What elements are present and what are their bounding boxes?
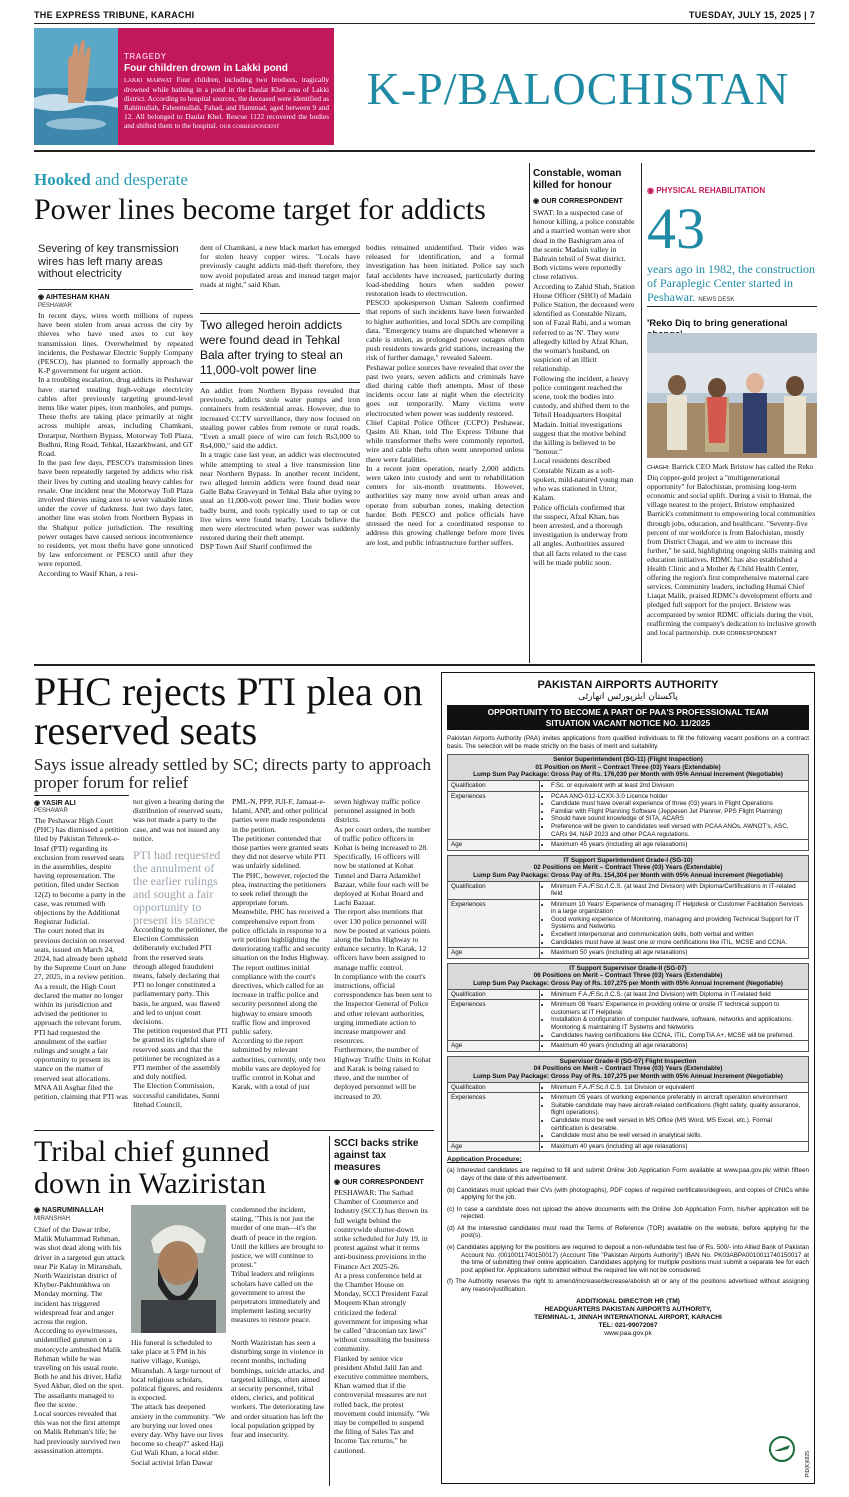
constable-credit-text: OUR CORRESPONDENT [541, 198, 623, 205]
power-pullquote: Two alleged heroin addicts were found dead in Tehkal Bala after trying to steal an 11,000-volt power line [200, 318, 343, 377]
ad-bullet: • Excellent interpersonal and communication skills, both verbal and written [551, 931, 805, 939]
tribal-author-name: NASRUMINALLAH [42, 1207, 104, 1214]
physical-text [647, 262, 817, 307]
ad-procedure-item: (c) In case a candidate does not upload the above documents with the Online Job Application Form, his/her application will be rejected. [447, 1205, 809, 1221]
ad-bullet: • Maximum 45 years (including all age relaxations) [551, 841, 805, 849]
ad-row-qual [448, 1082, 809, 1093]
ad-bullet: • Installation & configuration of computer hardware, software, networks and applications. Monitoring & maintaining IT Systems and Networks [551, 1016, 805, 1031]
phc-col3: PML-N, PPP, JUI-F, Jamaat-e-Islami, ANP, and other political parties were made respondents in the petition. The petitioner contended that those parties were granted seats they did not deserve while PTI was unfairly sidelined. The PHC, however, rejected the plea, instructing the petitioners to seek relief through the appropriate forum. Meanwhile, PHC has received a comprehensive report from police officials in response to a writ petition highlighting the deteriorating traffic and security situation on the Indus Highway. The report outlines initial compliance with the court's directives, which called for an increase in traffic police and security personnel along the highway to ensure smooth traffic flow and improved public safety. According to the report submitted by relevant authorities, currently, only two mobile vans are deployed for traffic control in Kohat and Karak, with a total of just [232, 797, 330, 1092]
ad-position-table [447, 1082, 809, 1153]
ad-row-label: Age [448, 948, 540, 959]
ad-position-header-line: 04 Positions on Merit – Contract Three (03) Years (Extendable) [533, 1065, 723, 1073]
page-date: TUESDAY, JULY 15, 2025 | 7 [688, 10, 815, 20]
ad-position-table [447, 881, 809, 959]
tribal-col1: Chief of the Dawar tribe, Malik Muhammad Rehman, was shot dead along with his driver in a targeted gun attack near Pir Kalay in Miranshah, North Waziristan district of Khyber-Pakhtunkhwa on Monday morning. The incident has triggered widespread fear and anger across the region. According to eyewitnesses, unidentified gunmen on a motorcycle ambushed Malik Rehman while he was traveling on his usual route. Both he and his driver, Hafiz Syed Akbar, died on the spot. The assailants managed to flee the scene. Local sources revealed that this was not the first attempt on Malik Rehman's life; he had previously survived two assassination attempts. [34, 1225, 125, 1455]
ad-bullet: • Candidates having certifications like CCNA, ITIL, CompTIA A+, MCSE will be preferred. [551, 1032, 805, 1040]
phc-col4: seven highway traffic police personnel assigned in both districts. As per court orders, the number of traffic police officers in Kohat is being increased to 28. Specifically, 16 officers will now be stationed at Kohat Tunnel and Darra Adamkhel Bazaar, while four each will be deployed at Kohat Board and Lachi Bazaar. The report also mentions that over 130 police personnel will now be posted at various points along the Indus Highway to enhance security. In Karak, 12 officers have been assigned to manage traffic control. In compliance with the court's instructions, official correspondence has been sent to the Inspector General of Police and other relevant authorities, urging immediate action to increase manpower and resources. Furthermore, the number of Highway Traffic Units in Kohat and Karak is being raised to three, and the number of deployed personnel will be increased to 20. [334, 797, 432, 1101]
ad-bullet: • Candidate must be well versed in MS Office (MS Word, MS Excel, etc.). Formal certification is desirable. [551, 1117, 805, 1132]
ad-row-value [540, 1082, 809, 1093]
paa-logo-icon [768, 1435, 796, 1463]
ad-row-label: Qualification [448, 780, 540, 791]
ad-bullet: • Maximum 40 years (including all age relaxations) [551, 1042, 805, 1050]
phc-author: ◉ YASIR ALI [34, 800, 76, 807]
ad-row-label: Age [448, 1141, 540, 1152]
ad-position-1 [447, 754, 809, 851]
ad-procedure [447, 1167, 809, 1293]
ad-position-header [447, 1056, 809, 1082]
tragedy-box [34, 28, 334, 145]
power-col1: In recent days, wires worth millions of rupees have been stolen from areas across the city by thieves who have used axes to cut key transmission lines. Overwhelmed by repeated incidents, the Peshawar Electric Supply Company (PESCO), has planned to formally approach the K-P government for urgent action. In a troubling escalation, drug addicts in Peshawar have started stealing high-voltage electricity cables after previously targeting ground-level items like water pipes, iron manholes, and pumps. These thefts are taking place primarily at night across multiple areas, including Chamkani, Dorarpur, Northern Bypass, Motorway Toll Plaza, Budhni, Ring Road, Tehkal, Hazarkhwani, and GT Road. In the past few days, PESCO's transmission lines have been repeatedly targeted by addicts who risk their lives by cutting and stealing heavy cables for resale. One incident near the Motorway Toll Plaza involved thieves using axes to sever valuable lines under the cover of darkness. Just two days later, another line was stolen from Northern Bypass in the Shahpur police jurisdiction. The resulting power outages have caused serious inconvenience to residents, yet most thefts have gone unnoticed by law enforcement or PESCO until after they were reported. According to Wasif Khan, a resi- [38, 311, 193, 578]
tribal-col3a: condemned the incident, stating, "This is not just the murder of one man—it's the death of peace in the region. Until the killers are brought to justice, we will continue to protest." Tribal leaders and religious scholars have called on the government to arrest the perpetrators immediately and implement lasting security measures to restore peace. [231, 1205, 324, 1325]
reko-text: Barrick CEO Mark Bristow has called the Reko Diq copper-gold project a "multigenerational opportunity" for Balochistan, promising long-term economic and social uplift. During a visit to Humai, the village nearest to the project, Bristow emphasized Barrick's commitment to empowering local communities through jobs, education, and healthcare. "Seventy-five percent of our workforce is from Balochistan, mostly from District Chagai, and we aim to increase this further," he said, highlighting ongoing skills training and education initiatives. RDMC has also established a Health Clinic and a Mother & Child Health Center, offering the region's first comprehensive maternal care services. Community leaders, including Humai Chief Liaqat Malik, praised RDMC's development efforts and pledged full support for the project. Bristow was accompanied by senior RDMC officials during the visit, reaffirming the company's dedication to inclusive growth and local partnership. [647, 462, 817, 637]
ad-row-value [540, 1000, 809, 1041]
date-text: TUESDAY, JULY 15, 2025 [688, 10, 802, 20]
ad-row-value [540, 791, 809, 840]
constable-credit: ◉ OUR CORRESPONDENT [533, 198, 623, 205]
phc-pullquote: PTI had requested the annulment of the earlier rulings and sought a fair opportunity to present its stance [133, 848, 221, 927]
ad-position-header-line: 02 Positions on Merit – Contract Three (03) Years (Extendable) [533, 864, 723, 872]
power-author: ◉ AIHTESHAM KHAN [38, 294, 110, 301]
ad-row-label: Age [448, 840, 540, 851]
tribal-dateline: MIRANSHAH [34, 1216, 71, 1222]
ad-row-label: Qualification [448, 1082, 540, 1093]
ad-row-qual [448, 989, 809, 1000]
ad-procedure-title: Application Procedure: [447, 1156, 522, 1164]
ad-position-header-line: Lump Sum Pay Package: Gross Pay of Rs. 154,304 per Month with 05% Annual Increment (Negotiable) [473, 871, 783, 879]
ad-position-header [447, 963, 809, 989]
ad-row-qual [448, 780, 809, 791]
ad-code: PID(K)6925 [805, 1450, 811, 1477]
paa-advertisement [441, 672, 815, 1484]
ad-row-value [540, 780, 809, 791]
ad-row-label: Experiences [448, 1000, 540, 1041]
ad-procedure-item: (b) Candidates must upload their CVs (with photographs), PDF copies of required certificates/degrees, and copies of CNICs while applying for the job. [447, 1186, 809, 1202]
scci-body: PESHAWAR: The Sarhad Chamber of Commerce and Industry (SCCI) has thrown its full weight behind the countrywide shutter-down strike scheduled for July 19, in protest against what it terms anti-business provisions in the Finance Act 2025-26. At a press conference held at the Chamber House on Monday, SCCI President Fazal Moqeem Khan strongly criticized the federal government for imposing what he called "draconian tax laws" without consulting the business community. Flanked by senior vice president Abdul Jalil Jan and executive committee members, Khan warned that if the controversial measures are not rolled back, the protest movement could intensify. "We may be compelled to suspend the filing of Sales Tax and Income Tax returns," he cautioned. [334, 1188, 430, 1455]
ad-row-exp [448, 1000, 809, 1041]
ad-position-header-line: IT Support Superintendent Grade-I (SG-10) [563, 856, 693, 864]
newspaper-name: THE EXPRESS TRIBUNE, KARACHI [34, 10, 195, 20]
ad-position-header-line: Senior Superintendent (SG-11) (Flight Inspection) [553, 756, 703, 764]
ad-footer1: ADDITIONAL DIRECTOR HR (TM) [576, 1297, 680, 1305]
ad-intro: Pakistan Airports Authority (PAA) invites applications from qualified individuals to fill the following vacant positions on a contract basis. The selection will be made strictly on the basis of merit and suitability. [447, 735, 809, 750]
ad-bullet: • Minimum F.A./F.Sc./I.C.S. (at least 2nd Division) with Diploma/Certifications in IT-related field [551, 883, 805, 898]
ad-org: PAKISTAN AIRPORTS AUTHORITY [537, 679, 719, 691]
power-col2a: dent of Chamkani, a new black market has emerged for stolen heavy copper wires. "Locals have previously caught addicts mid-theft therefore, they now avoid populated areas and instead target major roads at night," said Khan. [200, 243, 360, 289]
ad-position-header-line: Lump Sum Pay Package: Gross Pay of Rs. 107,275 per Month with 05% Annual Increment (Negotiable) [473, 1072, 783, 1080]
ad-bullet: • Minimum 05 years of working experience preferably in aircraft operation environment [551, 1094, 805, 1102]
ad-title-bar [447, 705, 809, 730]
tragedy-credit: OUR CORRESPONDENT [219, 123, 280, 130]
reko-headline: 'Reko Diq to bring generational [647, 318, 788, 329]
ad-bullet: • Minimum F.A./F.Sc./I.C.S. 1st Division or equivalent [551, 1084, 805, 1092]
kicker-a: Hooked [34, 170, 91, 189]
phc-col2a: not given a hearing during the distribution of reserved seats, was not made a party to the case, and was not issued any notice. [133, 797, 225, 843]
ad-position-table [447, 780, 809, 851]
ad-row-exp [448, 791, 809, 840]
ad-bullet: • Should have sound knowledge of SITA, ACARS [551, 815, 805, 823]
phc-col1: The Peshawar High Court (PHC) has dismissed a petition filed by Pakistan Tehreek-e-Insaf (PTI) regarding its exclusion from reserved seats in the assemblies, despite having representation. The petition, filed under Section 12(2) to become a party in the case, was returned with objections by the Additional Registrar Judicial. The court noted that its previous decision on reserved seats, issued on March 24, 2024, had already been upheld by the Supreme Court on June 27, 2025, in a review petition. As a result, the High Court declared the matter no longer within its jurisdiction and advised the petitioner to approach the relevant forum. PTI had requested the annulment of the earlier rulings and sought a fair opportunity to present its stance on the matter of reserved seat allocations. MNA Ali Asghar filed the petition, claiming that PTI was [34, 816, 129, 1102]
ad-org-urdu: پاکستان ایئرپورٹس اتھارٹی [578, 692, 678, 702]
ad-row-value [540, 840, 809, 851]
phc-author-name: YASIR ALI [41, 800, 76, 807]
ad-procedure-item: (a) Interested candidates are required to fill and submit Online Job Application Form available at www.paa.gov.pk/ within fifteen days of the date of this advertisement. [447, 1167, 809, 1182]
ad-title1: OPPORTUNITY TO BECOME A PART OF PAA'S PROFESSIONAL TEAM [487, 707, 769, 717]
power-kicker [34, 170, 188, 190]
page-number: 7 [809, 10, 815, 20]
ad-bullet: • Minimum 08 Years' Experience in providing online or onsite IT technical support to customers at IT Helpdesk [551, 1001, 805, 1016]
ad-row-age [448, 948, 809, 959]
ad-footer [447, 1298, 809, 1338]
ad-row-qual [448, 881, 809, 899]
power-headline: Power lines become target for addicts [34, 193, 486, 226]
tribal-chief-photo [131, 1205, 226, 1333]
ad-bullet: • Candidate must have overall experience of three (03) years in Flight Operations [551, 800, 805, 808]
ad-row-label: Qualification [448, 881, 540, 899]
ad-position-header-line: Lump Sum Pay Package: Gross Pay of Rs. 176,030 per Month with 05% Annual Increment (Negotiable) [473, 771, 783, 779]
power-standfirst: Severing of key transmission wires has left many areas without electricity [38, 243, 179, 280]
scci-headline: SCCI backs strike against tax measures [334, 1138, 419, 1173]
ad-row-value [540, 989, 809, 1000]
ad-row-value [540, 899, 809, 948]
ad-row-value [540, 1041, 809, 1052]
phc-headline: PHC rejects PTI plea on reserved seats [34, 669, 423, 753]
ad-footer4: TEL: 021-99072067 [598, 1321, 658, 1329]
reko-dateline: CHAGHI: [647, 465, 670, 471]
tribal-author: ◉ NASRUMINALLAH [34, 1207, 104, 1214]
ad-bullet: • Familiar with Flight Planning Software (Jeppesen Jet Planner, PPS Flight Planning) [551, 808, 805, 816]
reko-credit: OUR CORRESPONDENT [712, 630, 777, 637]
ad-footer3: TERMINAL-1, JINNAH INTERNATIONAL AIRPORT, KARACHI [534, 1313, 722, 1321]
tribal-col3b: North Waziristan has seen a disturbing surge in violence in recent months, including bombings, suicide attacks, and targeted killings, often aimed at security personnel, tribal elders, clerics, and political workers. The deteriorating law and order situation has left the local population gripped by fear and insecurity. [231, 1338, 325, 1440]
ad-row-label: Qualification [448, 989, 540, 1000]
tragedy-kicker: TRAGEDY [124, 52, 167, 61]
ad-row-age [448, 840, 809, 851]
ad-position-header-line: IT Support Supervisor Grade-II (SG-07) [569, 964, 687, 972]
ad-bullet: • Maximum 40 years (including all age relaxations) [551, 1143, 805, 1151]
ad-row-label: Age [448, 1041, 540, 1052]
tragedy-text: Four children, including two brothers, tragically drowned while bathing in a pond in the Daulat Khel area of Lakki district. According to hospital sources, the deceased were identified as Rahimullah, Faheemullah, Fahad, and Hammad, aged between 9 and 12. All belonged to Daulat Khel. Rescue 1122 recovered the bodies and shifted them to the hospital. [124, 75, 329, 130]
phc-col2b: According to the petitioner, the Election Commission deliberately excluded PTI from the reserved seats through alleged fraudulent means, falsely declaring that PTI no longer constituted a parliamentary party. This basis, he argued, was flawed and led to unjust court decisions. The petition requested that PTI be granted its rightful share of reserved seats and that the petitioner be recognized as a PTI member of the assembly and duly notified. The Election Commission, successful candidates, Sunni Ittehad Council, [133, 925, 228, 1109]
ad-position-4 [447, 1056, 809, 1153]
scci-credit: ◉ OUR CORRESPONDENT [334, 1179, 424, 1186]
ad-row-age [448, 1141, 809, 1152]
ad-bullet: • Minimum F.A./F.Sc./I.C.S. (at least 2nd Division) with Diploma in IT-related field [551, 991, 805, 999]
ad-bullet: • Maximum 50 years (including all age relaxations) [551, 949, 805, 957]
physical-kicker-text: PHYSICAL REHABILITATION [656, 186, 766, 195]
ad-procedure-item: (e) Candidates applying for the positions are required to deposit a non-refundable test fee of Rs. 500/- into Allied Bank of Pakistan Account No. (0010011740150017) (Account Title "Pakistan Airports Authority") IBAN No. PK03ABPA0010011740150017 at the time of submitting their online application. Candidates applying for multiple positions must submit a separate fee for each post applied for. Applications submitted without the required fee will not be considered. [447, 1244, 809, 1274]
physical-text-body: years ago in 1982, the construction of Paraplegic Center started in Peshawar. [647, 262, 815, 304]
reko-body [647, 462, 817, 639]
phc-sub: Says issue already settled by SC; directs party to approach proper forum for relief [34, 755, 432, 792]
ad-row-value [540, 881, 809, 899]
physical-credit: NEWS DESK [698, 297, 735, 303]
ad-title2: SITUATION VACANT NOTICE NO. 11/2025 [545, 717, 711, 728]
ad-positions [447, 754, 809, 1152]
constable-body: SWAT: In a suspected case of honour killing, a police constable and a married woman were shot dead in the Bashigram area of the scenic Madain valley in Bahrain tehsil of Swat district. Both victims were reportedly close relatives. According to Zahid Shah, Station House Officer (SHO) of Madain Police Station, the deceased were identified as Constable Nizam, son of Fazal Rabi, and a woman referred to as 'N'. They were allegedly killed by Afzal Khan, the woman's husband, on suspicion of an illicit relationship. Following the incident, a heavy police contingent reached the scene, took the bodies into custody, and shifted them to the Tehsil Headquarters Hospital Madain. Initial investigations suggest that the motive behind the killing is believed to be "honour." Local residents described Constable Nizam as a soft-spoken, mild-natured young man who was stationed in Utror, Kalam. Police officials confirmed that the suspect, Afzal Khan, has been arrested, and a thorough investigation is underway from all angles. Authorities assured that all facts related to the case will be made public soon. [533, 208, 635, 567]
ad-row-label: Experiences [448, 1093, 540, 1142]
ad-bullet: • Candidate must also be well versed in analytical skills. [551, 1132, 805, 1140]
ad-position-header-line: Lump Sum Pay Package: Gross Pay of Rs. 107,275 per Month with 05% Annual Increment (Negotiable) [473, 980, 783, 988]
tribal-headline: Tribal chief gunned down in Waziristan [34, 1135, 270, 1200]
ad-row-exp [448, 899, 809, 948]
ad-website: www.paa.gov.pk [604, 1329, 652, 1337]
ad-position-3 [447, 963, 809, 1052]
ad-position-header-line: 06 Positions on Merit – Contract Three (03) Years (Extendable) [533, 972, 723, 980]
ad-bullet: • F.Sc. or equivalent with at least 2nd Division [551, 782, 805, 790]
ad-row-label: Experiences [448, 791, 540, 840]
power-author-name: AIHTESHAM KHAN [45, 294, 110, 301]
power-dateline: PESHAWAR [38, 303, 72, 309]
ad-row-value [540, 948, 809, 959]
kicker-b: and desperate [90, 170, 188, 189]
constable-headline: Constable, woman killed for honour [533, 168, 622, 191]
ad-bullet: • Preference will be given to candidates well versed with PCAA ANOs, AWNOT's, ASC, CARs 94, NAP 2023 and other PCAA regulations. [551, 823, 805, 838]
ad-procedure-item: (d) All the interested candidates must read the Terms of Reference (TOR) available on the website, before applying for the post(s). [447, 1224, 809, 1240]
tragedy-headline: Four children drown in Lakki pond [124, 63, 288, 74]
tragedy-dateline: LAKKI MARWAT [124, 78, 173, 84]
ad-row-age [448, 1041, 809, 1052]
phc-dateline: PESHAWAR [34, 808, 68, 814]
ad-row-label: Experiences [448, 899, 540, 948]
ad-row-value [540, 1093, 809, 1142]
physical-number: 43 [647, 196, 705, 261]
ad-position-header [447, 855, 809, 881]
ad-footer2: HEADQUARTERS PAKISTAN AIRPORTS AUTHORITY, [544, 1305, 712, 1313]
ad-position-table [447, 989, 809, 1052]
ad-bullet: • PCAA ANO-012-LCXX-3.0 Licence holder [551, 793, 805, 801]
section-title: K-P/BALOCHISTAN [366, 63, 790, 114]
ad-bullet: • Suitable candidate may have aircraft-related certifications (flight safety, quality assurance, flight operations). [551, 1102, 805, 1117]
ad-row-exp [448, 1093, 809, 1142]
ad-procedure-item: (f) The Authority reserves the right to amend/increase/decrease/abolish all or any of the positions advertised without assigning any reason/justification. [447, 1278, 809, 1294]
power-col3: bodies remained unidentified. Their video was released for identification, and a formal investigation has been initiated. Police say such fatal accidents have increased, particularly during load-shedding hours when sudden power restoration leads to electrocution. PESCO spokesperson Usman Saleem confirmed that reports of such incidents have been forwarded to higher authorities, and local SDOs are compiling data. "Emergency teams are dispatched whenever a cable is stolen, as prolonged power outages often push residents towards grid stations, increasing the risk of further damage," revealed Saleem. Peshawar police sources have revealed that over the past two years, seven addicts and criminals have died during cable theft attempts. Most of these incidents occur late at night when the electricity goes out temporarily. Many victims were electrocuted when power was suddenly restored. Chief Capital Police Officer (CCPO) Peshawar, Qasim Ali Khan, told The Express Tribune that while transformer thefts were commonly reported, wire and cable thefts often went unreported unless there were fatalities. In a recent joint operation, nearly 2,000 addicts were taken into custody and sent to rehabilitation centers for six-month treatments. However, authorities say many now avoid urban areas and operate from suburban zones, making detection harder. Both PESCO and police officials have stressed the need for a coordinated response to address this growing challenge before more lives are lost, and public infrastructure further suffers. [366, 243, 524, 547]
ad-position-header-line: Supervisor Grade-II (SG-07) Flight Inspection [559, 1057, 697, 1065]
tragedy-body [124, 76, 329, 131]
ad-row-value [540, 1141, 809, 1152]
ad-bullet: • Good working experience of Monitoring, managing and providing Technical Support for IT Systems and Networks [551, 916, 805, 931]
ad-position-2 [447, 855, 809, 959]
ad-bullet: • Minimum 10 Years' Experience of managing IT Helpdesk or Customer Facilitation Services in a large organization [551, 901, 805, 916]
ad-bullet: • Candidates must have at least one or more certifications like ITIL, MCSE and CCNA. [551, 939, 805, 947]
drowning-hand-image [34, 28, 118, 145]
ad-position-header [447, 754, 809, 780]
tribal-col2: His funeral is scheduled to take place at 5 PM in his native village, Kunigo, Miranshah. A large turnout of local religious scholars, political figures, and residents is expected. The attack has deepened anxiety in the community. "We are burying our loved ones every day. Why have our lives become so cheap?" asked Haji Gul Wali Khan, a local elder. Social activist Irfan Dawar [131, 1338, 226, 1467]
reko-photo [647, 333, 817, 458]
physical-kicker: ◉ PHYSICAL REHABILITATION [647, 186, 766, 195]
scci-credit-text: OUR CORRESPONDENT [342, 1179, 424, 1186]
ad-position-header-line: 01 Position on Merit – Contract Three (03) Years (Extendable) [535, 763, 721, 771]
power-col2b: An addict from Northern Bypass revealed that previously, addicts stole water pumps and iron containers from residential areas. However, due to increased CCTV surveillance, they now focused on stealing power cables from remote or rural roads. "Even a small piece of wire can fetch Rs3,000 to Rs4,000," said the addict. In a tragic case last year, an addict was electrocuted while attempting to steal a live transmission line near Northern Bypass. In another recent incident, two alleged heroin addicts were found dead near Galle Baba Graveyard in Tehkal Bala after trying to steal an 11,000-volt power line. Their bodies were badly burnt, and tools typically used to tap or cut live wires were found nearby. Locals believe the men were electrocuted when power was suddenly restored during their theft attempt. DSP Town Asif Sharif confirmed the [200, 386, 360, 552]
